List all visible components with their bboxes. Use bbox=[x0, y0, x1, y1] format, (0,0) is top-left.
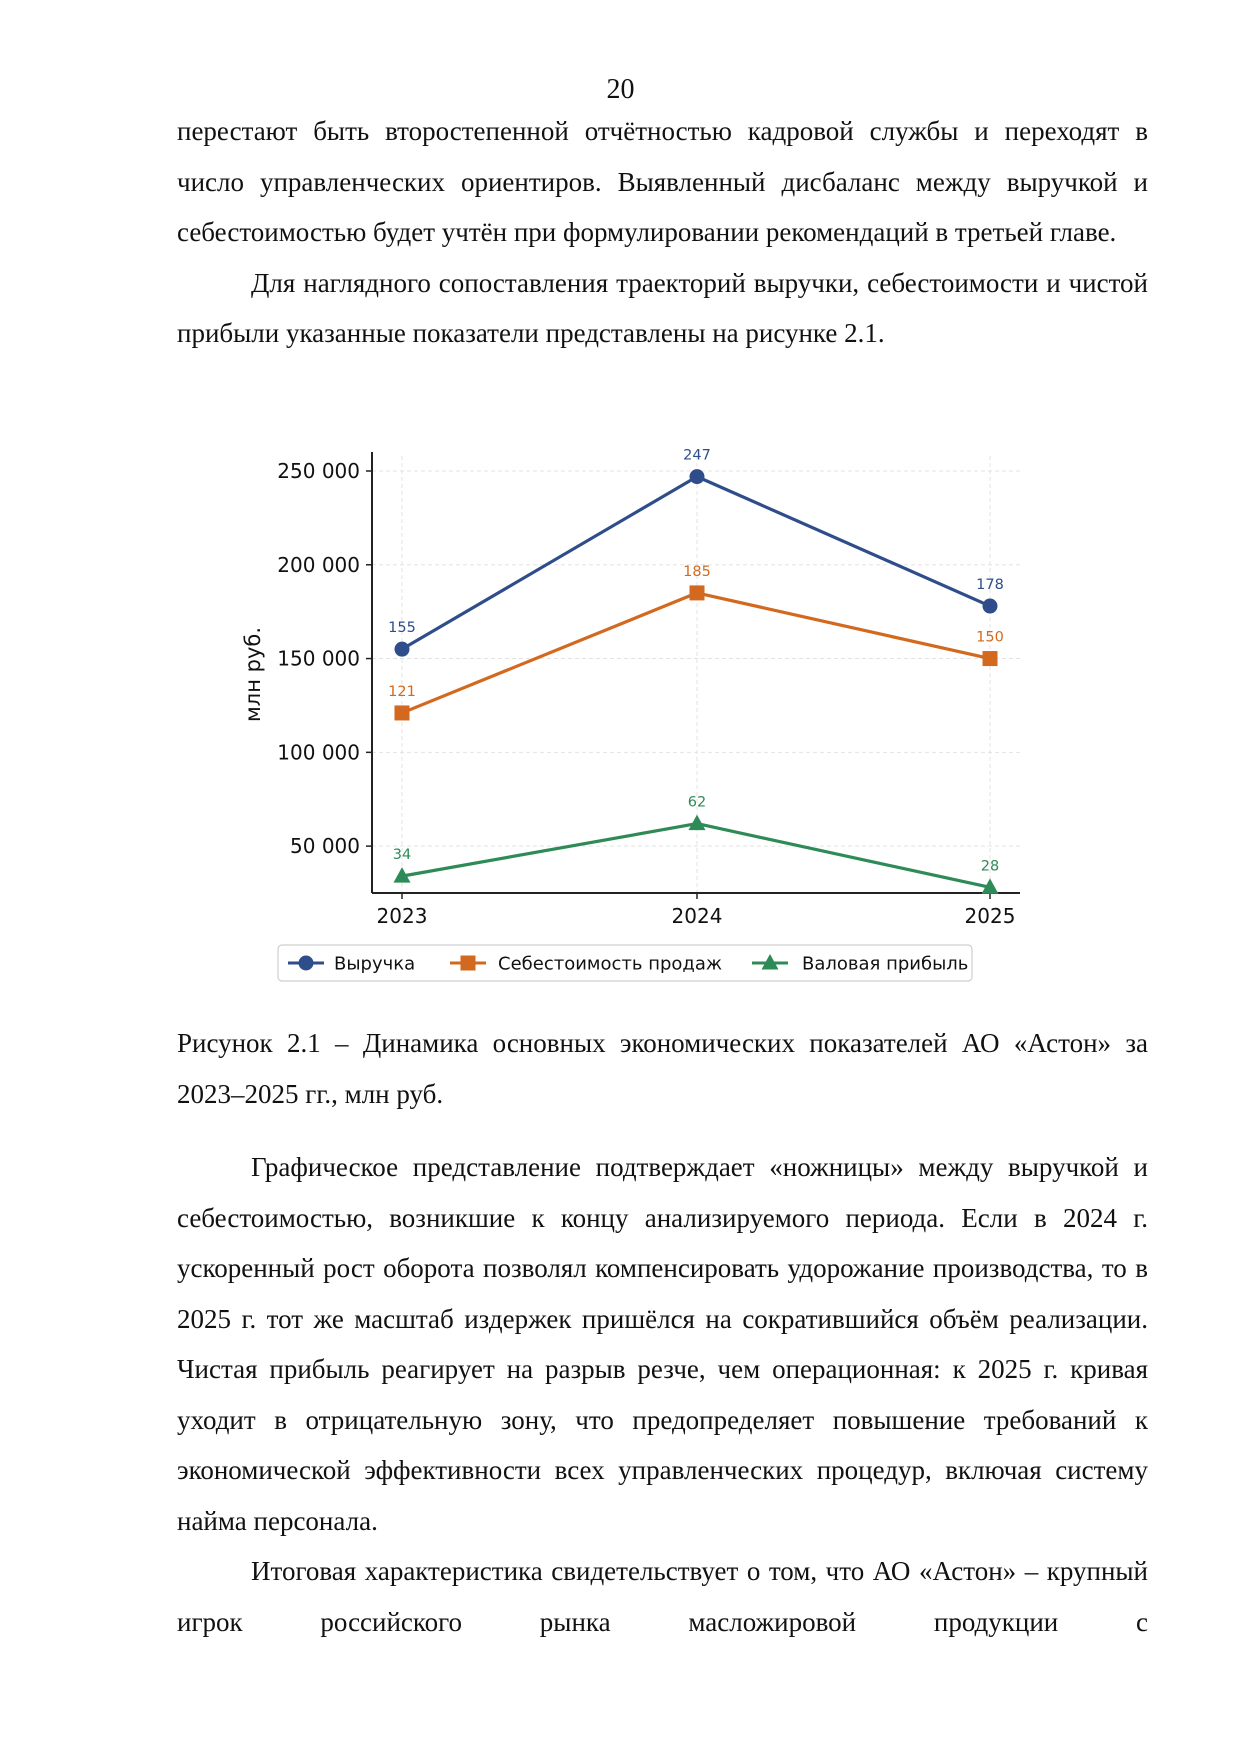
data-point bbox=[690, 585, 705, 600]
y-tick-label: 150 000 bbox=[277, 646, 360, 671]
data-point bbox=[689, 815, 706, 831]
data-point bbox=[690, 469, 705, 484]
legend-marker bbox=[461, 956, 476, 971]
y-axis-label: млн руб. bbox=[241, 626, 265, 723]
y-tick-label: 250 000 bbox=[277, 459, 360, 484]
legend-label: Выручка bbox=[334, 953, 416, 975]
data-label: 34 bbox=[392, 847, 412, 864]
figure-caption bbox=[177, 1018, 1148, 1119]
series-line bbox=[402, 477, 990, 650]
series-line bbox=[402, 824, 990, 888]
data-label: 28 bbox=[980, 858, 1000, 875]
legend-marker bbox=[299, 956, 314, 971]
data-point bbox=[395, 705, 410, 720]
caption-text: Рисунок 2.1 – Динамика основных экономических показателей АО «Астон» за 2023–2025 гг., млн руб. bbox=[177, 1028, 1148, 1109]
legend-label: Себестоимость продаж bbox=[498, 953, 723, 975]
data-label: 185 bbox=[683, 563, 711, 580]
paragraph: Для наглядного сопоставления траекторий выручки, себестоимости и чистой прибыли указанные показатели представлены на рисунке 2.1. bbox=[177, 267, 1148, 348]
data-label: 62 bbox=[687, 794, 707, 811]
x-tick-label: 2023 bbox=[376, 904, 428, 928]
data-label: 155 bbox=[388, 620, 416, 637]
data-label: 121 bbox=[388, 683, 416, 700]
data-point bbox=[395, 642, 410, 657]
y-tick-label: 200 000 bbox=[277, 552, 360, 577]
data-label: 150 bbox=[976, 629, 1004, 646]
page-number: 20 bbox=[606, 74, 635, 105]
y-tick-label: 50 000 bbox=[290, 834, 360, 859]
x-tick-label: 2025 bbox=[964, 904, 1016, 928]
line-chart bbox=[230, 438, 1130, 998]
body-text-bottom bbox=[177, 1142, 1148, 1647]
series-line bbox=[402, 593, 990, 713]
paragraph: Итоговая характеристика свидетельствует о том, что АО «Астон» – крупный игрок российского рынка масложировой продукции с bbox=[177, 1556, 1148, 1637]
body-text-top bbox=[177, 106, 1148, 359]
y-tick-label: 100 000 bbox=[277, 740, 360, 765]
data-label: 178 bbox=[976, 577, 1004, 594]
paragraph: перестают быть второстепенной отчётностью кадровой службы и переходят в число управленческих ориентиров. Выявленный дисбаланс между выручкой и себестоимостью будет учтён при формулировании рекомендаций в третьей главе. bbox=[177, 116, 1148, 247]
data-point bbox=[983, 651, 998, 666]
x-tick-label: 2024 bbox=[671, 904, 723, 928]
legend-label: Валовая прибыль bbox=[802, 953, 969, 975]
paragraph: Графическое представление подтверждает «ножницы» между выручкой и себестоимостью, возникшие к концу анализируемого периода. Если в 2024 г. ускоренный рост оборота позволял компенсировать удорожание производства, то в 2025 г. тот же масштаб издержек пришёлся на сократившийся объём реализации. Чистая прибыль реагирует на разрыв резче, чем операционная: к 2025 г. кривая уходит в отрицательную зону, что предопределяет повышение требований к экономической эффективности всех управленческих процедур, включая систему найма персонала. bbox=[177, 1152, 1148, 1536]
data-point bbox=[983, 599, 998, 614]
data-label: 247 bbox=[683, 447, 711, 464]
